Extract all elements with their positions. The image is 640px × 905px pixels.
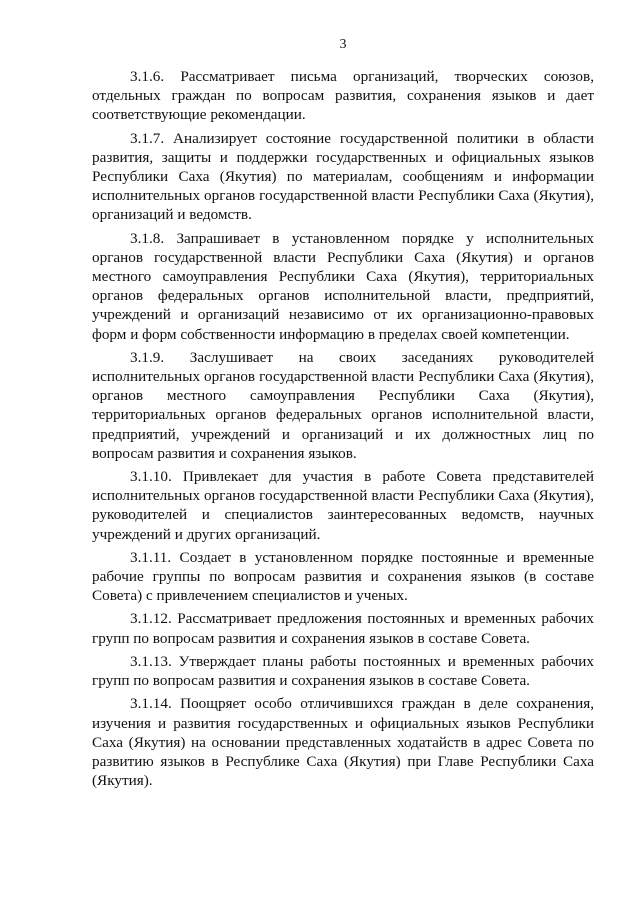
paragraph-3-1-9: 3.1.9. Заслушивает на своих заседаниях руководителей исполнительных органов государственной власти Республики Саха (Якутия), органов местного самоуправления Республики Саха (Якутия), территориальных органов федеральных органов исполнительной власти, предприятий, учреждений и организаций и их должностных лиц по вопросам развития и сохранения языков. [92,348,594,462]
paragraph-3-1-10: 3.1.10. Привлекает для участия в работе Совета представителей исполнительных органов государственной власти Республики Саха (Якутия), руководителей и специалистов заинтересованных ведомств, научных учреждений и других организаций. [92,468,594,543]
paragraph-3-1-6: 3.1.6. Рассматривает письма организаций, творческих союзов, отдельных граждан по вопросам развития, сохранения языков и дает соответствующие рекомендации. [92,68,594,124]
paragraph-3-1-14: 3.1.14. Поощряет особо отличившихся граждан в деле сохранения, изучения и развития государственных и официальных языков Республики Саха (Якутия) на основании представленных ходатайств в адрес Совета по развитию языков в Республике Саха (Якутия) при Главе Республики Саха (Якутия). [92,695,594,790]
paragraph-3-1-8: 3.1.8. Запрашивает в установленном порядке у исполнительных органов государственной власти Республики Саха (Якутия) и органов местного самоуправления Республики Саха (Якутия), территориальных органов федеральных органов исполнительной власти, предприятий, учреждений и организаций независимо от их организационно-правовых форм и форм собственности информацию в пределах своей компетенции. [92,229,594,343]
paragraph-3-1-12: 3.1.12. Рассматривает предложения постоянных и временных рабочих групп по вопросам развития и сохранения языков в составе Совета. [92,610,594,647]
paragraph-3-1-11: 3.1.11. Создает в установленном порядке постоянные и временные рабочие группы по вопросам развития и сохранения языков (в составе Совета) с привлечением специалистов и ученых. [92,548,594,605]
paragraph-3-1-7: 3.1.7. Анализирует состояние государственной политики в области развития, защиты и поддержки государственных и официальных языков Республики Саха (Якутия) по материалам, сообщениям и информации исполнительных органов государственной власти Республики Саха (Якутия), организаций и ведомств. [92,129,594,224]
page-number: 3 [339,37,347,52]
paragraph-3-1-13: 3.1.13. Утверждает планы работы постоянных и временных рабочих групп по вопросам развития и сохранения языков в составе Совета. [92,652,594,690]
